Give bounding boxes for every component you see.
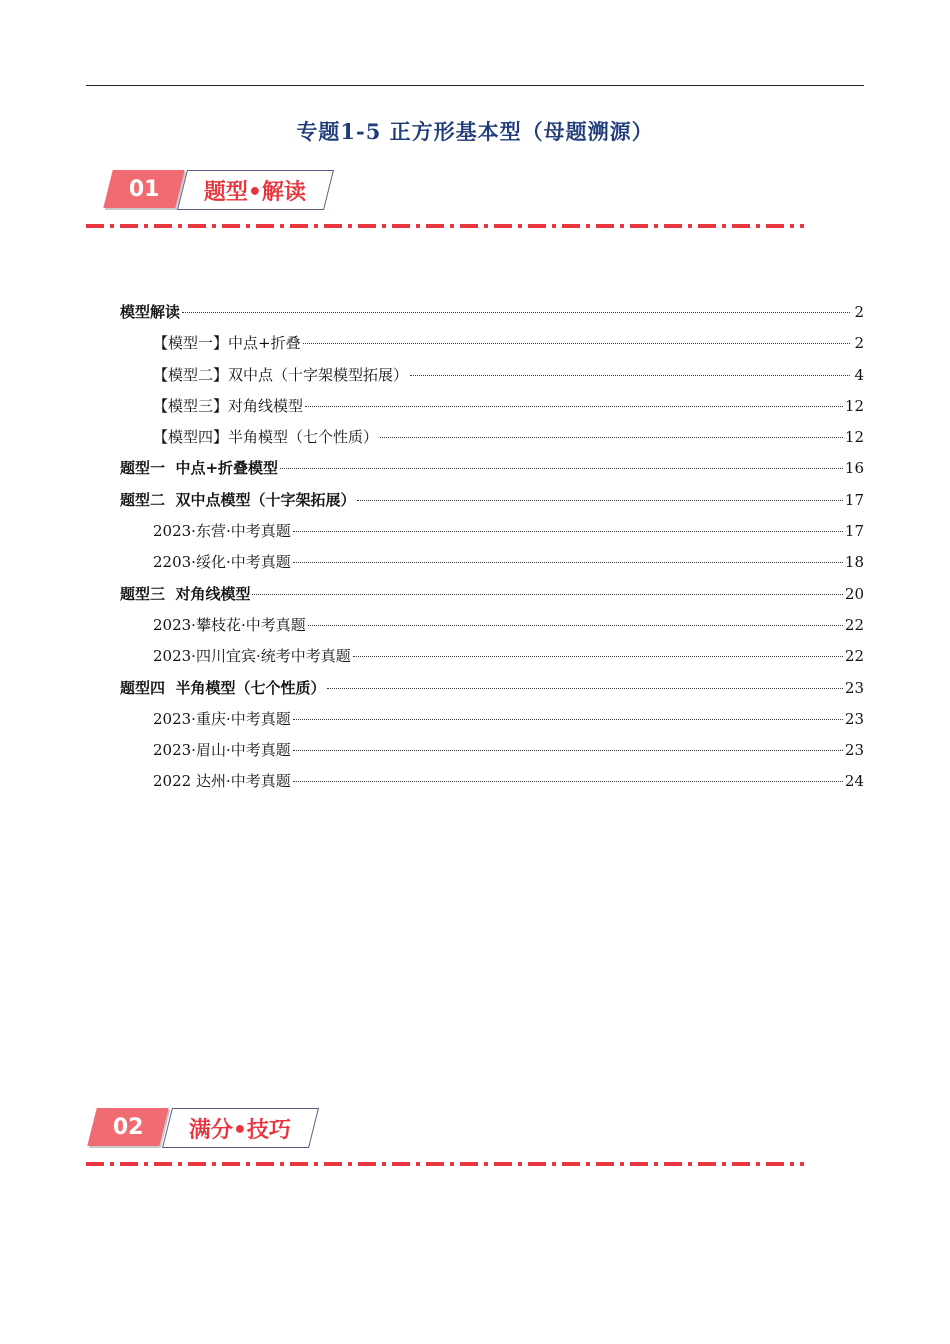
toc-entry-title: 2023·东营·中考真题 [153,522,291,541]
toc-entry-title: 2203·绥化·中考真题 [153,553,291,572]
toc-entry[interactable] [120,425,864,456]
section-label: 满分•技巧 [189,1117,292,1143]
toc-page-number: 23 [844,678,864,697]
toc-entry[interactable] [120,488,864,519]
section-dashed-divider [86,224,804,228]
toc-page-number: 2 [854,334,864,353]
toc-page-number: 17 [844,522,864,541]
toc-entry-title: 2022 达州·中考真题 [153,772,291,791]
toc-leader-dots [353,656,843,657]
section-number-badge [103,170,184,208]
toc-leader-dots [280,468,843,469]
toc-entry[interactable] [120,707,864,738]
toc-leader-dots [182,312,850,313]
toc-leader-dots [293,750,843,751]
toc-page-number: 22 [844,615,864,634]
toc-page-number: 17 [844,490,864,509]
toc-leader-dots [357,500,842,501]
toc-page-number: 18 [844,553,864,572]
section-banner-02 [0,1108,950,1178]
section-number: 02 [112,1114,144,1140]
toc-entry-title: 题型二 双中点模型（十字架拓展） [120,490,356,509]
toc-entry[interactable] [120,582,864,613]
section-label: 题型•解读 [204,179,307,205]
toc-page-number: 12 [844,396,864,415]
toc-leader-dots [380,437,843,438]
toc-leader-dots [293,562,843,563]
toc-leader-dots [293,531,843,532]
toc-entry[interactable] [120,363,864,394]
toc-page-number: 4 [854,365,864,384]
section-dashed-divider [86,1162,804,1166]
toc-entry[interactable] [120,769,864,800]
toc-entry-title: 2023·重庆·中考真题 [153,709,291,728]
toc-page-number: 2 [854,303,864,321]
toc-leader-dots [327,688,842,689]
toc-entry[interactable] [120,613,864,644]
toc-entry[interactable] [120,456,864,487]
section-banner-01 [0,170,950,240]
toc-entry[interactable] [120,676,864,707]
toc-leader-dots [293,781,843,782]
toc-entry[interactable] [120,331,864,362]
page-title: 专题1-5 正方形基本型（母题溯源） [296,119,654,144]
toc-entry[interactable] [120,519,864,550]
toc-entry[interactable] [120,644,864,675]
toc-entry-title: 题型四 半角模型（七个性质） [120,678,326,697]
toc-page-number: 22 [844,647,864,666]
toc-page-number: 24 [844,772,864,791]
toc-entry-title: 模型解读 [120,303,181,321]
toc-page-number: 23 [844,709,864,728]
toc-page-number: 23 [844,741,864,760]
section-label-box [162,1108,319,1148]
toc-leader-dots [303,343,850,344]
table-of-contents [120,300,864,801]
toc-entry-title: 【模型三】对角线模型 [153,396,304,415]
toc-leader-dots [308,625,843,626]
toc-entry-title: 题型三 对角线模型 [120,584,251,603]
toc-leader-dots [252,594,842,595]
toc-entry-title: 题型一 中点+折叠模型 [120,459,279,478]
toc-entry[interactable] [120,550,864,581]
toc-entry[interactable] [120,394,864,425]
toc-entry[interactable] [120,738,864,769]
toc-entry-title: 2023·攀枝花·中考真题 [153,615,306,634]
section-number: 01 [128,176,160,202]
toc-page-number: 12 [844,428,864,447]
top-rule [86,85,864,86]
toc-leader-dots [293,719,843,720]
toc-entry-title: 【模型一】中点+折叠 [153,334,301,353]
toc-entry[interactable] [120,300,864,331]
toc-entry-title: 【模型二】双中点（十字架模型拓展） [153,365,409,384]
section-number-badge [87,1108,168,1146]
toc-entry-title: 2023·四川宜宾·统考中考真题 [153,647,351,666]
toc-leader-dots [305,406,843,407]
toc-leader-dots [410,375,850,376]
section-label-box [177,170,334,210]
toc-page-number: 20 [844,584,864,603]
toc-page-number: 16 [844,459,864,478]
toc-entry-title: 【模型四】半角模型（七个性质） [153,428,379,447]
toc-entry-title: 2023·眉山·中考真题 [153,741,291,760]
